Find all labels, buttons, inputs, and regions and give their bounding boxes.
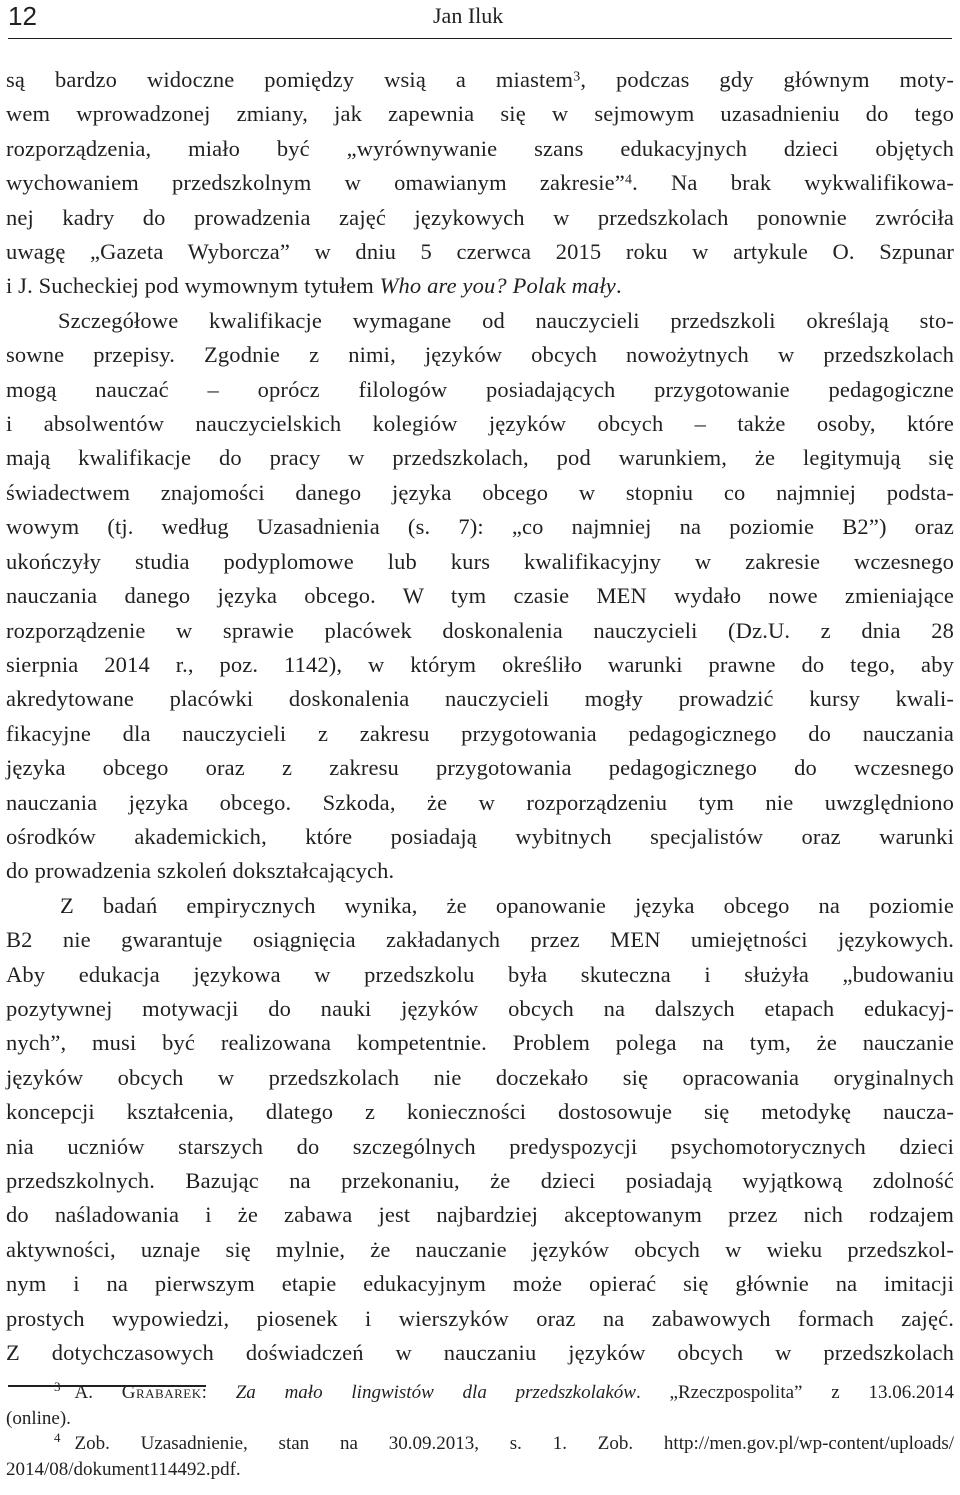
text-line: aktywności, uznaje się mylnie, że nauczanie języków obcych w wieku przedszkol- xyxy=(6,1236,954,1262)
footnote-author-initial: A. xyxy=(74,1382,122,1403)
text-line xyxy=(6,269,954,303)
text-line: uwagę „Gazeta Wyborcza” w dniu 5 czerwca 2015 roku w artykule O. Szpunar xyxy=(6,239,954,265)
text-line: nych”, musi być realizowana kompetentnie. Problem polega na tym, że nauczanie xyxy=(6,1030,954,1056)
text-line: i absolwentów nauczycielskich kolegiów języków obcych – także osoby, które xyxy=(6,411,954,437)
footnote-ref-3[interactable]: 3 xyxy=(573,69,581,85)
text-line: ośrodków akademickich, które posiadają wybitnych specjalistów oraz warunki xyxy=(6,823,954,849)
text-line: wem wprowadzonej zmiany, jak zapewnia się w sejmowym uzasadnieniu do tego xyxy=(6,101,954,127)
text-line: fikacyjne dla nauczycieli z zakresu przygotowania pedagogicznego do nauczania xyxy=(6,720,954,746)
footnote-4-continuation[interactable]: 2014/08/dokument114492.pdf. xyxy=(6,1458,241,1480)
text-line: nym i na pierwszym etapie edukacyjnym może opierać się głównie na imitacji xyxy=(6,1271,954,1297)
footnote-3-continuation: (online). xyxy=(6,1407,71,1429)
text-run: i J. Sucheckiej pod wymownym tytułem xyxy=(6,273,380,299)
footnote-number: 3 xyxy=(54,1378,61,1394)
text-line xyxy=(6,63,954,97)
text-line: Z dotychczasowych doświadczeń w nauczaniu języków obcych w przedszkolach xyxy=(6,1340,954,1366)
text-line: sierpnia 2014 r., poz. 1142), w którym określiło warunki prawne do tego, aby xyxy=(6,651,954,677)
text-run: , podczas gdy głównym moty- xyxy=(580,67,954,92)
text-run: wychowaniem przedszkolnym w omawianym zakresie” xyxy=(6,170,625,196)
article-title: Who are you? Polak mały xyxy=(379,273,616,299)
text-line xyxy=(6,166,954,200)
text-run: . Na brak wykwalifikowa- xyxy=(632,170,954,196)
text-line: przedszkolnych. Bazując na przekonaniu, że dzieci posiadają wyjątkową zdolność xyxy=(6,1168,954,1193)
footnote-ref-4[interactable]: 4 xyxy=(624,172,633,188)
footnote-article-title: Za mało lingwistów dla przedszkolaków xyxy=(235,1382,636,1403)
text-line: nauczania danego języka obcego. W tym czasie MEN wydało nowe zmieniające xyxy=(6,583,954,609)
footnote-4 xyxy=(6,1431,954,1457)
text-run: są bardzo widoczne pomiędzy wsią a miastem xyxy=(6,67,574,92)
text-line: pozytywnej motywacji do nauki języków obcych na dalszych etapach edukacyj- xyxy=(6,995,954,1021)
text-line: ukończyły studia podyplomowe lub kurs kwalifikacyjny w zakresie wczesnego xyxy=(6,548,954,574)
text-line: nej kadry do prowadzenia zajęć językowych w przedszkolach ponownie zwróciła xyxy=(6,204,954,230)
text-line: nauczania języka obcego. Szkoda, że w rozporządzeniu tym nie uwzględniono xyxy=(6,789,954,815)
text-line: do prowadzenia szkoleń dokształcających. xyxy=(6,858,395,884)
footnotes xyxy=(6,1380,954,1482)
text-line: do naśladowania i że zabawa jest najbardziej akceptowanym przez nich rodzajem xyxy=(6,1202,954,1228)
page-header xyxy=(8,0,952,39)
text-line: koncepcji kształcenia, dlatego z konieczności dostosowuje się metodykę naucza- xyxy=(6,1099,954,1125)
text-run: : xyxy=(201,1382,236,1403)
text-line: sowne przepisy. Zgodnie z nimi, języków obcych nowożytnych w przedszkolach xyxy=(6,342,954,368)
text-line: wowym (tj. według Uzasadnienia (s. 7): „co najmniej na poziomie B2”) oraz xyxy=(6,514,954,540)
running-head-author: Jan Iluk xyxy=(433,3,504,28)
footnote-number: 4 xyxy=(54,1429,61,1445)
paragraph-first-line: Z badań empirycznych wynika, że opanowanie języka obcego na poziomie xyxy=(60,892,954,918)
text-line: rozporządzenie w sprawie placówek doskonalenia nauczycieli (Dz.U. z dnia 28 xyxy=(6,617,954,643)
footnote-link-text[interactable]: Zob. Uzasadnienie, stan na 30.09.2013, s. 1. Zob. http://men.gov.pl/wp-content/uploads/ xyxy=(74,1433,954,1454)
text-line: akredytowane placówki doskonalenia nauczycieli mogły prowadzić kursy kwali- xyxy=(6,686,954,712)
text-line: języka obcego oraz z zakresu przygotowania pedagogicznego do wczesnego xyxy=(6,755,954,781)
text-line: rozporządzenia, miało być „wyrównywanie szans edukacyjnych dzieci objętych xyxy=(6,135,954,161)
text-line: mają kwalifikacje do pracy w przedszkolach, pod warunkiem, że legitymują się xyxy=(6,445,954,471)
text-line: języków obcych w przedszkolach nie doczekało się opracowania oryginalnych xyxy=(6,1064,954,1090)
text-run: . „Rzeczpospolita” z 13.06.2014 xyxy=(635,1382,954,1403)
text-line: prostych wypowiedzi, piosenek i wierszyków oraz na zabawowych formach zajęć. xyxy=(6,1305,954,1331)
text-run: . xyxy=(615,273,622,299)
text-line: mogą nauczać – oprócz filologów posiadających przygotowanie pedagogiczne xyxy=(6,376,954,402)
text-line: świadectwem znajomości danego języka obcego w stopniu co najmniej podsta- xyxy=(6,479,954,505)
footnote-author-surname: Grabarek xyxy=(121,1382,202,1403)
paragraph-first-line: Szczegółowe kwalifikacje wymagane od nauczycieli przedszkoli określają sto- xyxy=(58,307,954,333)
text-line: Aby edukacja językowa w przedszkolu była skuteczna i służyła „budowaniu xyxy=(6,961,954,987)
text-line: B2 nie gwarantuje osiągnięcia zakładanych przez MEN umiejętności językowych. xyxy=(6,927,954,953)
footnote-3 xyxy=(6,1380,954,1406)
text-line: nia uczniów starszych do szczególnych predyspozycji psychomotorycznych dzieci xyxy=(6,1133,954,1159)
body-text xyxy=(6,63,954,1370)
page-number: 12 xyxy=(8,1,37,31)
